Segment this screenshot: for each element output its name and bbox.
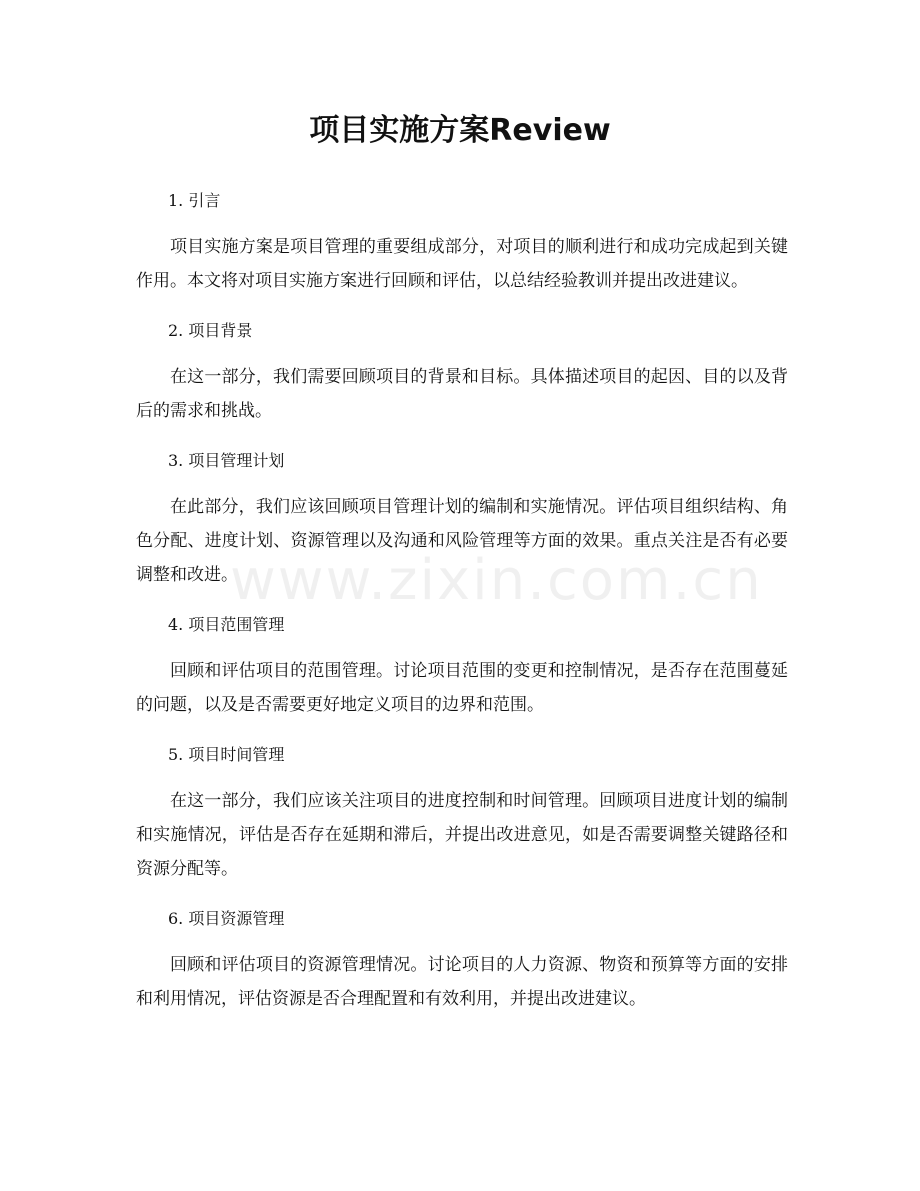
section-resource-management bbox=[136, 904, 788, 1016]
section-time-management bbox=[136, 740, 788, 886]
section-heading: 6. 项目资源管理 bbox=[168, 909, 285, 928]
section-heading: 1. 引言 bbox=[168, 191, 221, 210]
section-heading: 5. 项目时间管理 bbox=[168, 745, 285, 764]
section-paragraph: 回顾和评估项目的范围管理。讨论项目范围的变更和控制情况，是否存在范围蔓延的问题，以及是否需要更好地定义项目的边界和范围。 bbox=[136, 661, 788, 715]
section-paragraph: 在这一部分，我们应该关注项目的进度控制和时间管理。回顾项目进度计划的编制和实施情况，评估是否存在延期和滞后，并提出改进意见，如是否需要调整关键路径和资源分配等。 bbox=[136, 791, 788, 879]
section-project-background bbox=[136, 316, 788, 428]
section-scope-management bbox=[136, 610, 788, 722]
document-title: 项目实施方案Review bbox=[309, 113, 611, 148]
section-management-plan bbox=[136, 446, 788, 592]
section-paragraph: 在此部分，我们应该回顾项目管理计划的编制和实施情况。评估项目组织结构、角色分配、进度计划、资源管理以及沟通和风险管理等方面的效果。重点关注是否有必要调整和改进。 bbox=[136, 497, 788, 585]
section-paragraph: 在这一部分，我们需要回顾项目的背景和目标。具体描述项目的起因、目的以及背后的需求和挑战。 bbox=[136, 367, 788, 421]
watermark-text: www.zixin.com.cn bbox=[230, 548, 763, 613]
section-heading: 2. 项目背景 bbox=[168, 321, 253, 340]
section-heading: 4. 项目范围管理 bbox=[168, 615, 285, 634]
section-paragraph: 回顾和评估项目的资源管理情况。讨论项目的人力资源、物资和预算等方面的安排和利用情况，评估资源是否合理配置和有效利用，并提出改进建议。 bbox=[136, 955, 788, 1009]
section-heading: 3. 项目管理计划 bbox=[168, 451, 285, 470]
section-paragraph: 项目实施方案是项目管理的重要组成部分，对项目的顺利进行和成功完成起到关键作用。本文将对项目实施方案进行回顾和评估，以总结经验教训并提出改进建议。 bbox=[136, 237, 788, 291]
document-body bbox=[136, 186, 788, 1034]
section-introduction bbox=[136, 186, 788, 298]
